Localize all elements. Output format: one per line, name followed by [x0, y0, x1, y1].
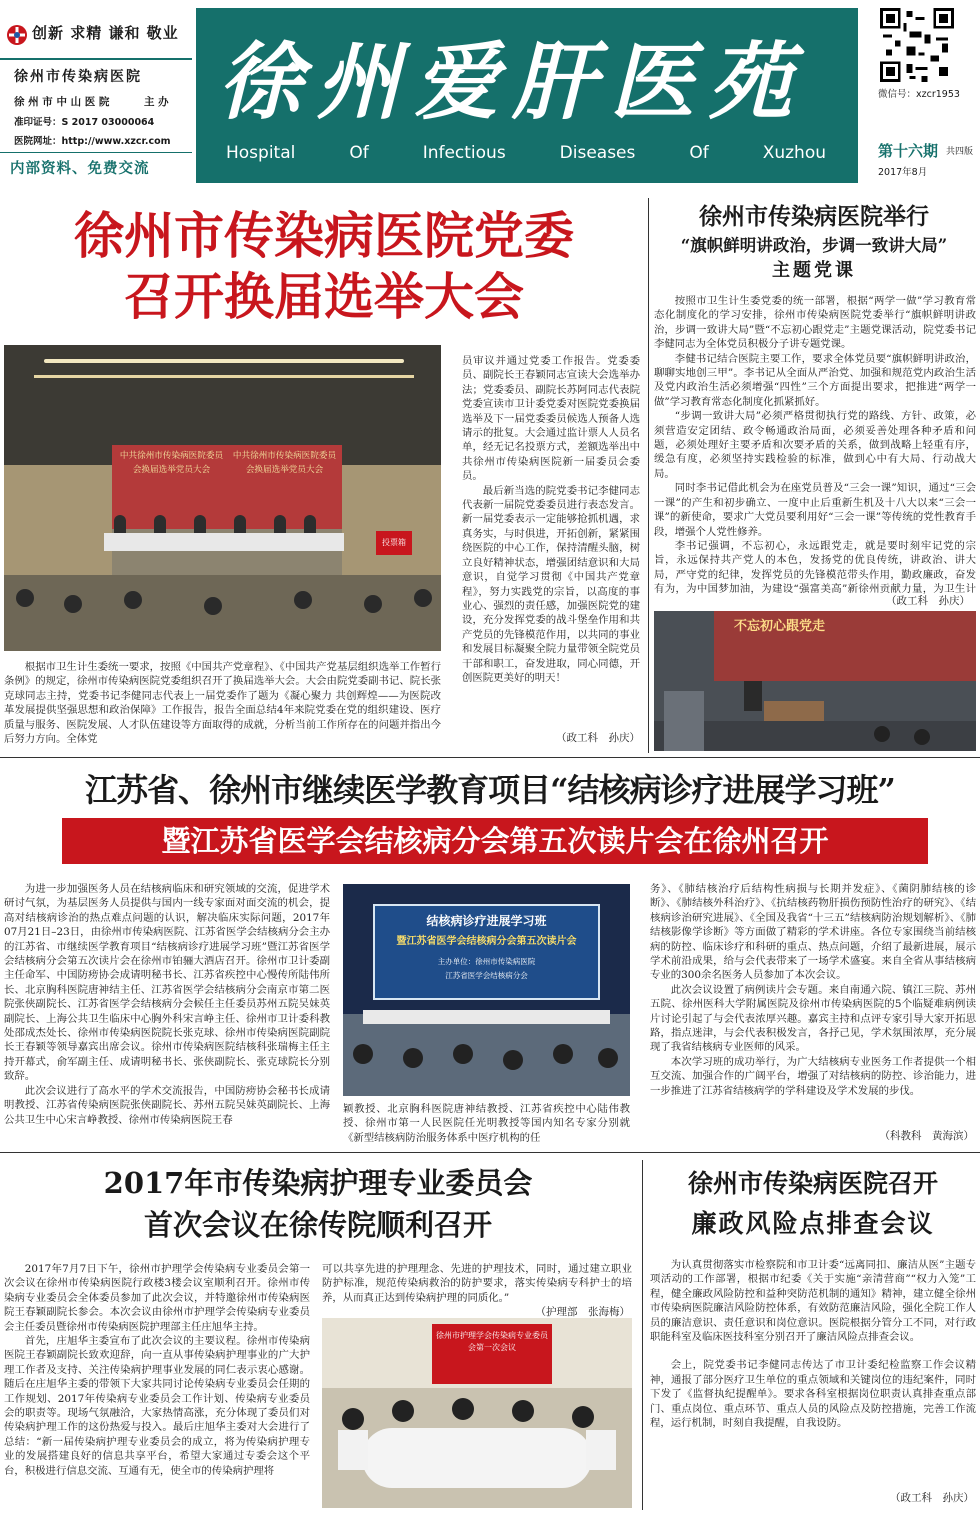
article3-body-right [650, 882, 976, 1128]
article2-credit: （政工科 孙庆） [886, 595, 970, 607]
hospital-website[interactable]: 医院网址：http://www.xzcr.com [14, 136, 171, 147]
paragraph: 为认真贯彻落实市检察院和市卫计委“远离同扣、廉洁从医”主题专项活动的工作部署，根据市纪委《关于实施“亲清营商”“权力入笼”工程，健全廉政风险防控和益种突防范机制的通知》精神，建立健全徐州市传染病医院廉洁风险防控体系，有效防范廉洁风险，强化全院工作人员的廉洁意识、责任意识和岗位意识。医院根据分管分工不同，对行政职能科室及临床医技科室分别召开了廉洁风险点排查会议。 [650, 1259, 976, 1344]
paragraph: 员审议并通过党委工作报告。党委委员、副院长王春颖同志宣读大会选举办法；党委委员、副院长苏阿同志代表院党委宣读市卫计委党委对医院党委换届选举及下一届党委委员候选人预备人选请示的批复。大会通过监计票人人员名单，经无记名投票方式，差额选举出中共徐州市传染病医院新一届委员会委员。 [462, 355, 640, 483]
paragraph: 此次会议设置了病例读片会专题。来自南通六院、镇江三院、苏州五院、徐州医科大学附属医院及徐州市传染病医院的5个临疑难病例读片讨论引起了与会代表浓厚兴趣。嘉宾主持和点评专家引导大家开拓思路，指点迷津，与会代表积极发言，各抒己见，学术氛围浓厚，充分展现了我省结核病专业医师的风采。 [650, 983, 976, 1054]
party-lecture-photo [654, 611, 976, 751]
article1-body-a [4, 660, 441, 746]
paragraph: “步调一致讲大局”必须严格贯彻执行党的路线、方针、政策，必须营造安定团结、政令畅通政治局面，必须妥善处理各种矛盾和问题，必须处理好主要矛盾和次要矛盾的关系，做到战略上轻重有序，缓急有度，必须坚持实践检验的标准，做到心中有大局、行动战大局。 [654, 410, 976, 480]
article1-body-b [462, 354, 640, 714]
paragraph: 首先，庄旭华主委宣布了此次会议的主要议程。徐州市传染病医院王春颖副院长致欢迎辞，向一直从事传染病护理事业的广大护理工作者及支持、关注传染病护理事业发展的同仁表示衷心感谢。随后在庄旭华主委的带领下大家共同讨论传染病专业委员会任期的工作规划、2017年传染病专业委员会工作计划、传染病专业委员会的职责等。现场气氛融洽，大家热情高涨，充分体现了委员们对传染病护理工作的这份热爱与投入。最后庄旭华主委对大会进行了总结：“新一届传染病护理专业委员会的成立，将为传染病护理专业的发展搭建良好的信息共享平台，希望大家通过专委会这个平台，积极进行信息交流、互通有无，使全市的传染病护理将 [4, 1335, 310, 1477]
headline-line: 徐州市传染病医院举行 [699, 203, 929, 230]
sponsor-role: 主 办 [144, 96, 169, 108]
article3-body-left [4, 882, 330, 1146]
paragraph: 本次学习班的成功举行，为广大结核病专业医务工作者提供一个相互交流、加强合作的广阔平台，增强了对结核病的防控、诊治能力，进一步推进了江苏省结核病学的学科建设及学术发展的步伐。 [650, 1055, 976, 1097]
paragraph: 务》、《肺结核治疗后结构性病损与长期并发症》、《菌阴肺结核的诊断》、《肺结核外科治疗》、《抗结核药物肝损伤预防性治疗的研究》、《结核病诊治研究进展》、《全国及我省“十三五”结核病防治规划解析》、《肺结核影像学诊断》等方面做了精彩的学术讲座。各位专家围绕当前结核病的防控、临床诊疗和科研的重点、热点问题，介绍了最新进展，展示学术前沿成果，给与会代表带来了一场学术盛宴。来自全省从事结核病专业的300余名医务人员参加了本次会议。 [650, 883, 976, 982]
screen-title: 徐州市护理学会传染病专业委员会第一次会议 [436, 1331, 548, 1352]
screen-organizer: 主办单位：徐州市传染病医院 [437, 957, 536, 966]
subheadline: 主题党课 [772, 260, 856, 281]
publisher-name: 徐州市传染病医院 [14, 69, 142, 85]
english-word: Xuzhou [762, 143, 826, 163]
article3-subhead: 暨江苏省医学会结核病分会第五次读片会在徐州召开 [161, 824, 829, 858]
masthead-left [0, 0, 192, 183]
qr-code-icon [880, 8, 954, 82]
paragraph: 李书记强调，不忘初心，永远跟党走，就是要时刻牢记党的宗旨，永远保持共产党人的本色，发扬党的优良传统，讲政治、讲大局，严守党的纪律，发挥党员的先锋模范带头作用，勤政廉政，奋发有为，为中国梦加油，为建设“强富美高”新徐州贡献力量，为卫生计 [654, 539, 976, 596]
paragraph: 按照市卫生计生委党委的统一部署，根据“两学一做”学习教育常态化制度化的学习安排，徐州市传染病医院党委举行“旗帜鲜明讲政治，步调一致讲大局”暨“不忘初心跟党走”主题党课活动，院党委书记李健同志为全体党员积极分子讲专题党课。 [654, 295, 976, 351]
headline-line: 2017年市传染病护理专业委员会 [103, 1166, 533, 1200]
paragraph: 同时李书记借此机会为在座党员普及“三会一课”知识，通过“三会一课”的产生和初步确立、一度中止后重新生机及十八大以来“三会一课”的新使命，要求广大党员要利用好“三会一课”等传统的党性教育手段，增强个人党性修养。 [654, 482, 976, 538]
article3-subhead-bar [62, 818, 928, 864]
english-word: Hospital [226, 143, 296, 163]
article4-credit: （护理部 张海梅） [535, 1306, 630, 1318]
paragraph: 此次会议进行了高水平的学术交流报告，中国防痨协会秘书长成请明教授、江苏省传染病医院张侠副院长、苏州五院吴妹英副院长、上海公共卫生中心宋言峥教授、徐州市传染病医院王春 [4, 1084, 330, 1126]
headline-line: 首次会议在徐传院顺利召开 [143, 1208, 492, 1242]
newspaper-title: 徐州爱肝医苑 [218, 32, 807, 131]
election-meeting-photo [4, 345, 441, 651]
ballot-box: 投票箱 [376, 531, 412, 555]
photo-banner-text: 中共徐州市传染病医院委员会换届选举党员大会 [232, 451, 337, 475]
article3-credit: （科教科 黄海滨） [879, 1130, 974, 1142]
issue-number: 第十六期 [878, 142, 939, 160]
paragraph: 最后新当选的院党委书记李健同志代表新一届院党委委员进行表态发言。新一届党委表示一定能够抢抓机遇，求真务实，与时俱进，开拓创新，紧紧围绕医院的中心工作，保持清醒头脑，树立良好精神状态，增强团结意识和大局意识，自觉学习贯彻《中国共产党章程》，努力实践党的宗旨，以高度的事业心、强烈的责任感，加强医院党的建设，充分发挥党委的战斗堡垒作用和共产党员的先锋模范作用，以共同的事业和发展目标凝聚全院力量带领全院党员干部和职工，奋发进取，同心同德，开创医院更美好的明天！ [462, 484, 640, 684]
paragraph: 为进一步加强医务人员在结核病临床和研究领域的交流，促进学术研讨气氛，为基层医务人员提供与国内一线专家面对面交流的机会，提高对结核病诊治的热点难点问题的认识，解决临床实际问题，2017年07月21日–23日，由徐州市传染病医院、江苏省医学会结核病分会主办的江苏省、市继续医学教育项目“结核病诊疗进展学习班”暨江苏省医学会结核病分会第五次读片会在徐州市铂骊大酒店召开。徐州市卫计委副主任命军、中国防痨协会成请明秘书长、江苏省疾控中心慢传所陆伟所长、北京胸科医院唐神结主任、江苏省医学会结核病分会南京市第二医院张侠副院长、江苏省医学会结核病分会候任主任委员苏州五院吴妹英副院长、上海公共卫生临床中心胸外科宋言峥主任、徐州市卫计委科教处邵成杰处长、徐州市传染病医院院长张克球、徐州市传染病医院副院长王春颖等领导嘉宾出席会议。徐州市传染病医院结核科张瑞梅主任主持开幕式，俞军副主任、成请明秘书长、张侠副院长、张克球院长分别致辞。 [4, 883, 330, 1083]
paragraph: 2017年7月7日下午，徐州市护理学会传染病专业委员会第一次会议在徐州市传染病医院行政楼3楼会议室顺利召开。徐州市传染病专业委员会全体委员参加了此次会议，并特邀徐州市传染病医院王春颖副院长参会。本次会议由徐州市护理学会传染病专业委员会主任委员暨徐州市传染病医院护理部主任庄旭华主持。 [4, 1263, 310, 1333]
wechat-id: 微信号：xzcr1953 [878, 89, 960, 100]
english-word: Of [689, 143, 709, 163]
permit-number: 准印证号：S 2017 03000064 [14, 117, 155, 128]
screen-title: 结核病诊疗进展学习班 [426, 914, 547, 928]
photo-banner-text: 中共徐州市传染病医院委员会换届选举党员大会 [119, 451, 224, 475]
article5-headline [646, 1164, 980, 1244]
page-count: 共四版 [946, 147, 974, 157]
english-word: Infectious [422, 143, 506, 163]
screen-subtitle: 暨江苏省医学会结核病分会第五次读片会 [396, 936, 577, 947]
issue-date: 2017年8月 [878, 167, 928, 178]
subheadline: “旗帜鲜明讲政治，步调一致讲大局” [680, 236, 948, 255]
masthead-right [866, 0, 980, 183]
paragraph: 根据市卫生计生委统一要求，按照《中国共产党章程》、《中国共产党基层组织选举工作暂行条例》的规定，徐州市传染病医院党委组织召开了换届选举大会。大会由院党委副书记、院长张克球同志主持，党委书记李健同志代表上一届党委作了题为《凝心聚力 共创辉煌——为医院改革发展提供坚强思想和政治保障》工作报告，报告全面总结4年来院党委在党的组织建设、医疗质量与服务、医院发展、人才队伍建设等方面取得的成就，分析当前工作所存在的问题并指出今后努力方向。全体党 [4, 661, 441, 746]
headline-line: 徐州市传染病医院召开 [687, 1169, 938, 1198]
headline-line: 召开换届选举大会 [124, 268, 524, 326]
english-title [226, 143, 826, 163]
article3-body-mid [343, 1102, 630, 1146]
headline-line: 廉政风险点排查会议 [691, 1209, 935, 1238]
article5-body [650, 1258, 976, 1484]
article1-headline [4, 206, 644, 328]
article2-body [654, 294, 976, 596]
headline-line: 徐州市传染病医院党委 [74, 207, 574, 265]
article4-body-left [4, 1262, 310, 1508]
paragraph: 可以共享先进的护理理念、先进的护理技术，同时，通过建立职业防护标准，规范传染病救治的防护要求，落实传染病专科护士的培养，从而真正达到传染病护理的同质化。” [322, 1263, 632, 1304]
internal-notice: 内部资料、免费交流 [10, 160, 150, 177]
title-banner [196, 8, 858, 183]
paragraph: 会上，院党委书记李健同志传达了市卫计委纪检监察工作会议精神，通报了部分医疗卫生单位的重点领域和关键岗位的违纪案件，同时下发了《监督执纪提醒单》。要求各科室根据岗位职责认真排查重点部门、重点岗位、重点环节、重点人员的风险点及防控措施，完善工作流程，运行机制，时刻自我提醒，自我设防。 [650, 1359, 976, 1430]
sponsor-label: 徐 州 市 中 山 医 院 [14, 96, 110, 108]
paragraph: 李健书记结合医院主要工作，要求全体党员要“旗帜鲜明讲政治，聊聊实地创三甲”。李书记从全面从严治党、加强和规范党内政治生活及党内政治生活必须增强“四性”三个方面提出要求，把推进“两学一做”学习教育常态化制度化抓紧抓好。 [654, 352, 976, 408]
article4-body-mid [322, 1262, 632, 1306]
screen-organizer: 江苏省医学会结核病分会 [445, 971, 528, 980]
article4-headline [0, 1162, 636, 1246]
tb-conference-photo [343, 884, 630, 1096]
motto: 创新 求精 谦和 敬业 [32, 24, 179, 42]
paragraph: 颖教授、北京胸科医院唐神结教授、江苏省疾控中心陆伟教授、徐州市第一人民医院任光明教授等国内知名专家分别就《新型结核病防治服务体系中医疗机构的任 [343, 1103, 630, 1144]
hospital-logo-icon [6, 24, 28, 46]
article2-headline [652, 200, 976, 284]
article3-headline: 江苏省、徐州市继续医学教育项目“结核病诊疗进展学习班” [85, 771, 895, 809]
english-word: Diseases [559, 143, 636, 163]
english-word: Of [349, 143, 369, 163]
lecture-screen-text: 不忘初心跟党走 [734, 619, 826, 634]
article1-credit: （政工科 孙庆） [556, 732, 640, 744]
nursing-meeting-photo [322, 1318, 632, 1508]
article5-credit: （政工科 孙庆） [890, 1492, 974, 1504]
